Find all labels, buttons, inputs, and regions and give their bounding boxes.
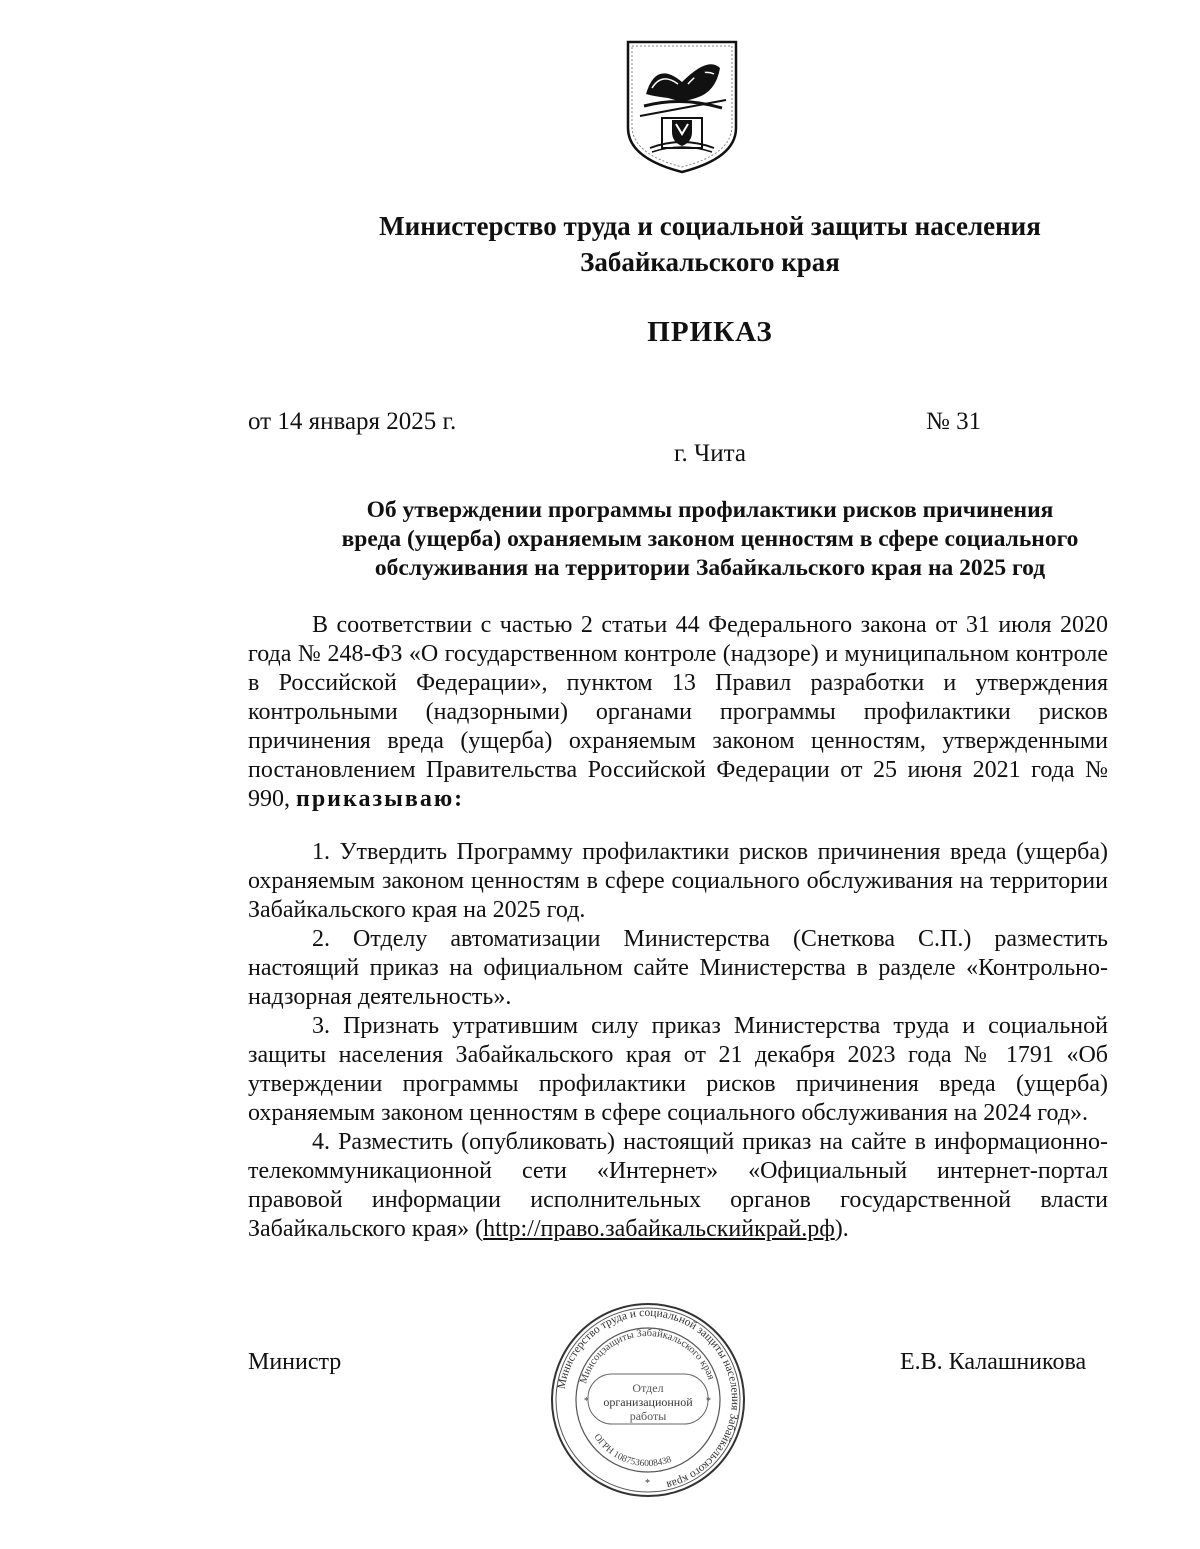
legal-portal-link[interactable]: http://право.забайкальскийкрай.рф — [483, 1216, 835, 1242]
order-item-4-text: 4. Разместить (опубликовать) настоящий приказ на сайте в информационно-телекоммуникационной сети «Интернет» «Официальный интернет-портал правовой информации исполнительных органов государственной власти Забайкальского края» — [248, 1129, 1108, 1242]
svg-text:Министерство труда и социально: Министерство труда и социальной защиты населения Забайкальского края — [555, 1306, 742, 1491]
svg-text:*: * — [645, 1478, 650, 1489]
coat-of-arms-eagle-icon — [622, 36, 742, 176]
svg-text:*: * — [706, 1396, 711, 1407]
subject-line2: вреда (ущерба) охраняемым законом ценностям в сфере социального — [341, 526, 1079, 552]
subject-line3: обслуживания на территории Забайкальского края на 2025 год — [374, 555, 1046, 581]
order-item-4 — [248, 1128, 1108, 1244]
order-item-1: 1. Утвердить Программу профилактики рисков причинения вреда (ущерба) охраняемым законом ценностям в сфере социального обслуживания на территории Забайкальского края на 2025 год. — [248, 839, 1108, 923]
order-items — [248, 838, 1108, 1244]
ministry-name-line1: Министерство труда и социальной защиты населения — [379, 211, 1041, 241]
order-city: г. Чита — [674, 440, 746, 467]
preamble — [248, 611, 1108, 814]
ministry-name — [250, 208, 1170, 280]
svg-text:Минсоцзащиты Забайкальского кр: Минсоцзащиты Забайкальского края — [578, 1327, 717, 1386]
svg-text:ОГРН 1087536008438: ОГРН 1087536008438 — [591, 1432, 673, 1470]
order-item-3: 3. Признать утратившим силу приказ Министерства труда и социальной защиты населения Забайкальского края от 21 декабря 2023 года № 1791 «Об утверждении программы профилактики рисков причинения вреда (ущерба) охраняемым законом ценностям в сфере социального обслуживания на 2024 год». — [248, 1013, 1108, 1126]
order-item-2: 2. Отделу автоматизации Министерства (Снеткова С.П.) разместить настоящий приказ на официальном сайте Министерства в разделе «Контрольно-надзорная деятельность». — [248, 926, 1108, 1010]
official-seal-stamp — [548, 1300, 748, 1500]
svg-text:*: * — [584, 1396, 589, 1407]
document-type-heading: ПРИКАЗ — [647, 316, 773, 348]
subject-line1: Об утверждении программы профилактики рисков причинения — [366, 497, 1054, 523]
link-close-paren: ). — [834, 1216, 849, 1242]
order-subject — [250, 496, 1170, 583]
signature-role: Министр — [248, 1349, 342, 1375]
order-date: от 14 января 2025 г. — [248, 408, 457, 435]
link-open-paren: ( — [475, 1216, 484, 1242]
svg-text:работы: работы — [629, 1409, 667, 1423]
signature-name: Е.В. Калашникова — [900, 1349, 1087, 1375]
svg-text:Отдел: Отдел — [632, 1381, 664, 1395]
order-word: приказываю: — [296, 786, 465, 812]
ministry-name-line2: Забайкальского края — [580, 247, 840, 277]
svg-text:организационной: организационной — [603, 1395, 693, 1409]
preamble-text: В соответствии с частью 2 статьи 44 Федерального закона от 31 июля 2020 года № 248-ФЗ «О государственном контроле (надзоре) и муниципальном контроле в Российской Федерации», пунктом 13 Правил разработки и утверждения контрольными (надзорными) органами программы профилактики рисков причинения вреда (ущерба) охраняемым законом ценностям, утвержденными постановлением Правительства Российской Федерации от 25 июня 2021 года № 990, — [248, 612, 1108, 812]
order-number: № 31 — [926, 408, 982, 435]
